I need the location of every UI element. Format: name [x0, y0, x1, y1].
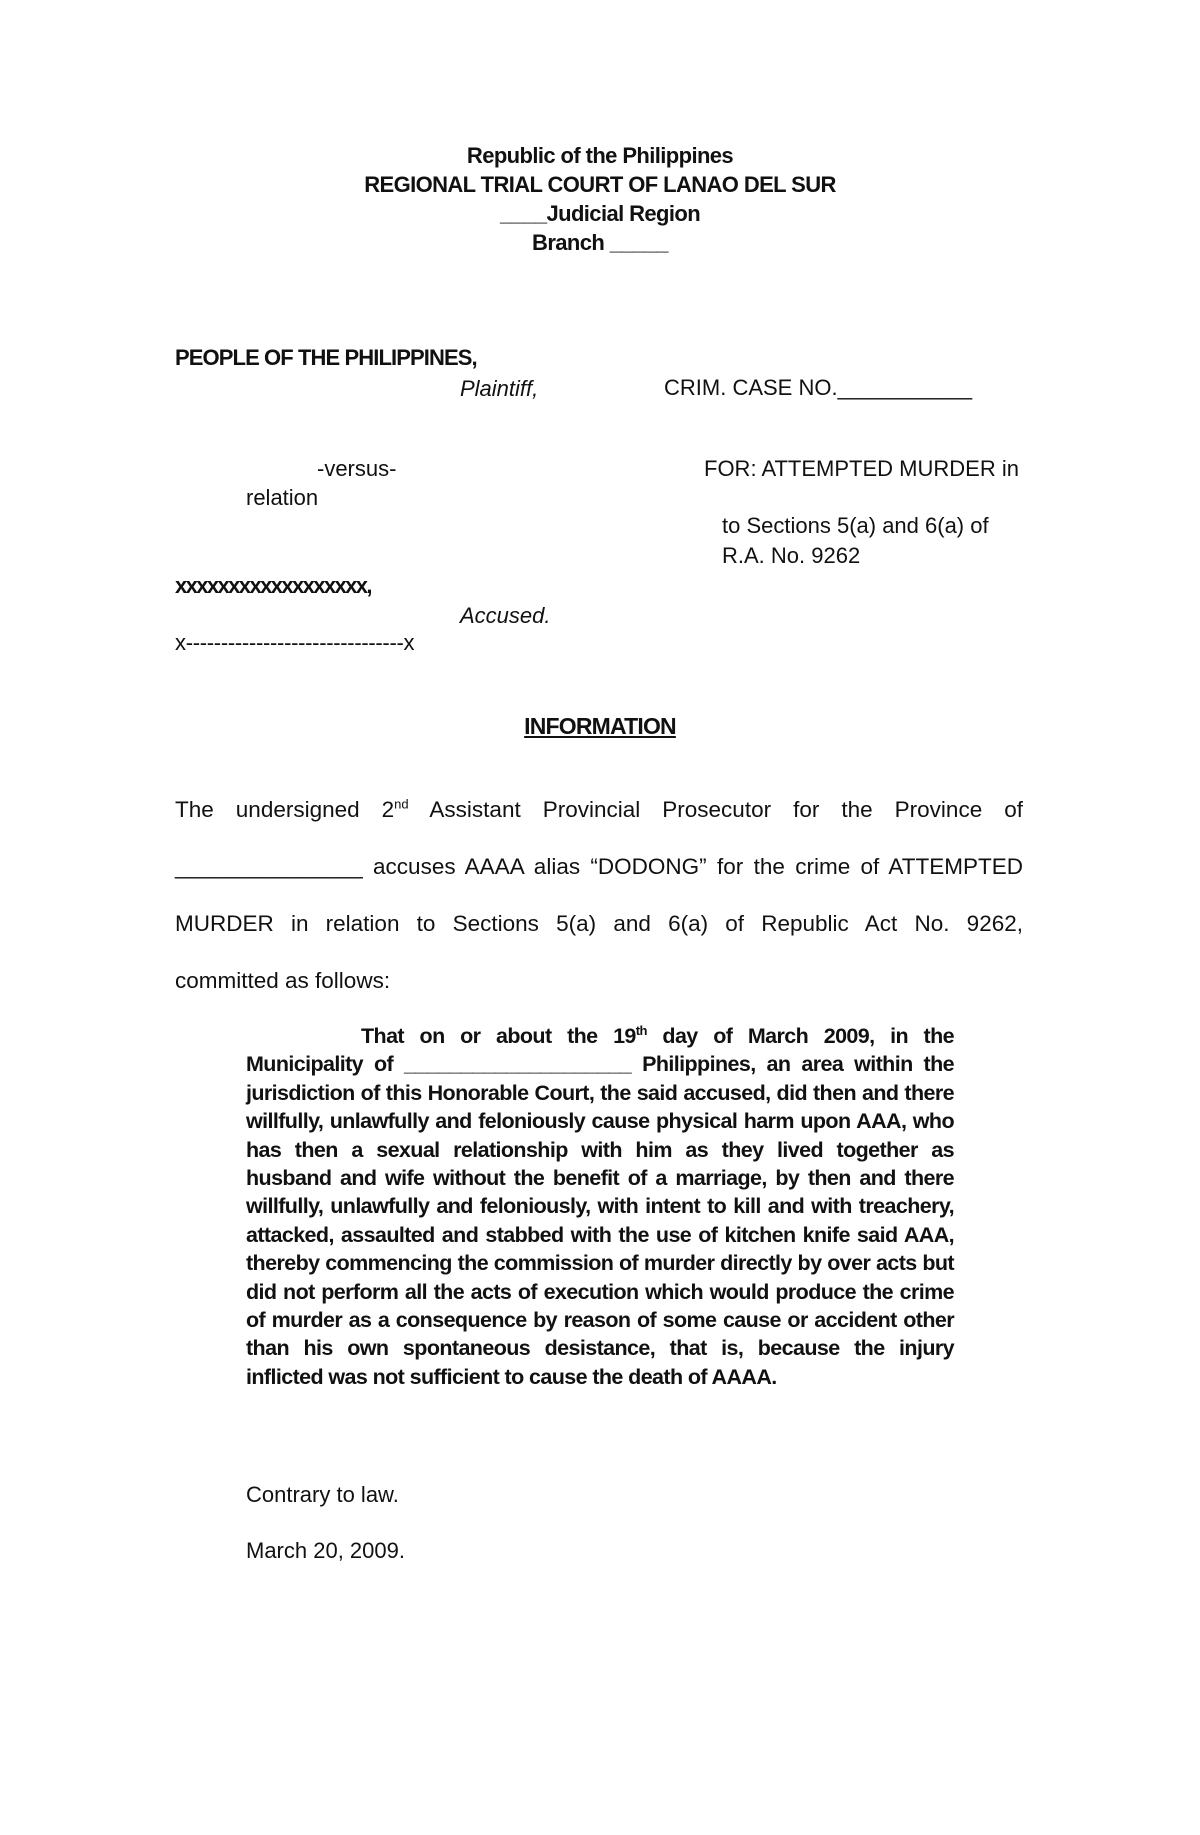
- relation-word: relation: [246, 485, 319, 510]
- republic-heading: Republic of the Philippines: [466, 143, 734, 168]
- charge-line-1: FOR: ATTEMPTED MURDER in: [704, 456, 1019, 481]
- caption-separator: x-------------------------------x: [175, 630, 415, 655]
- charge-line-2: to Sections 5(a) and 6(a) of: [722, 513, 989, 538]
- document-date: March 20, 2009.: [246, 1538, 405, 1563]
- plaintiff-role: Plaintiff,: [460, 376, 539, 401]
- intro-line-1: The undersigned 2nd Assistant Provincial Prosecutor for the Province of: [175, 796, 1023, 822]
- intro-line-2: _______________ accuses AAAA alias “DODONG” for the crime of ATTEMPTED: [175, 854, 1023, 879]
- document-title: INFORMATION: [524, 713, 676, 739]
- branch-heading: Branch _____: [532, 230, 668, 255]
- accused-name: xxxxxxxxxxxxxxxxxx,: [175, 573, 371, 598]
- judicial-region-heading: ____Judicial Region: [499, 201, 701, 226]
- court-name-heading: REGIONAL TRIAL COURT OF LANAO DEL SUR: [364, 172, 836, 197]
- municipality-blank: ____________________: [404, 1052, 632, 1077]
- intro-line-3: MURDER in relation to Sections 5(a) and 6(a) of Republic Act No. 9262,: [175, 911, 1023, 936]
- intro-line-4: committed as follows:: [175, 968, 391, 993]
- accused-role: Accused.: [460, 603, 551, 628]
- plaintiff-name: PEOPLE OF THE PHILIPPINES,: [175, 345, 477, 370]
- case-number: CRIM. CASE NO.___________: [664, 375, 973, 400]
- versus-label: -versus-: [317, 456, 397, 481]
- statement-paragraph: That on or about the 19th day of March 2009, in the Municipality of ____________________ Philippines, an area within the jurisdiction of this Honorable Court, the said accused, did then and there willfully, unlawfully and feloniously cause physical harm upon AAA, who has then a sexual relationship with him as they lived together as husband and wife without the benefit of a marriage, by then and there willfully, unlawfully and feloniously, with intent to kill and with treachery, attacked, assaulted and stabbed with the use of kitchen knife said AAA, thereby commencing the commission of murder directly by over acts but did not perform all the acts of execution which would produce the crime of murder as a consequence by reason of some cause or accident other than his own spontaneous desistance, that is, because the injury inflicted was not sufficient to cause the death of AAAA.: [246, 1022, 955, 1389]
- contrary-to-law: Contrary to law.: [246, 1482, 399, 1507]
- charge-line-3: R.A. No. 9262: [722, 543, 861, 568]
